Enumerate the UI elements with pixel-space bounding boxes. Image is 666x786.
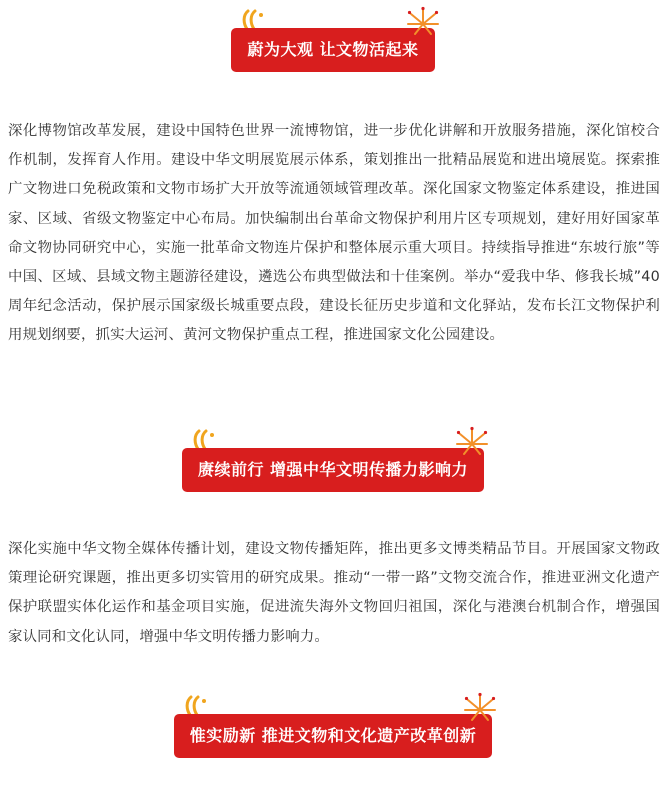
section-2-header bbox=[0, 448, 666, 492]
firework-icon bbox=[403, 6, 443, 42]
section-1-title: 蔚为大观 让文物活起来 bbox=[231, 28, 434, 72]
section-1-header bbox=[0, 28, 666, 72]
section-2-paragraph: 深化实施中华文物全媒体传播计划，建设文物传播矩阵，推出更多文博类精品节目。开展国家文物政策理论研究课题，推出更多切实管用的研究成果。推动“一带一路”文物交流合作，推进亚洲文化遗产保护联盟实体化运作和基金项目实施，促进流失海外文物回归祖国，深化与港澳台机制合作，增强国家认同和文化认同，增强中华文明传播力影响力。 bbox=[8, 541, 660, 645]
section-1-paragraph: 深化博物馆改革发展，建设中国特色世界一流博物馆，进一步优化讲解和开放服务措施，深化馆校合作机制，发挥育人作用。建设中华文明展览展示体系，策划推出一批精品展览和进出境展览。探索推广文物进口免税政策和文物市场扩大开放等流通领域管理改革。深化国家文物鉴定体系建设，推进国家、区域、省级文物鉴定中心布局。加快编制出台革命文物保护利用片区专项规划，建好用好国家革命文物协同研究中心，实施一批革命文物连片保护和整体展示重大项目。持续指导推进“东坡行旅”等中国、区域、县域文物主题游径建设，遴选公布典型做法和十佳案例。举办“爱我中华、修我长城”40周年纪念活动，保护展示国家级长城重要点段，建设长征历史步道和文化驿站，发布长江文物保护利用规划纲要，抓实大运河、黄河文物保护重点工程，推进国家文化公园建设。 bbox=[8, 123, 660, 344]
section-3-banner-wrap bbox=[174, 714, 493, 758]
section-2-banner-wrap bbox=[182, 448, 484, 492]
firework-icon bbox=[452, 426, 492, 462]
section-1-banner-wrap bbox=[231, 28, 434, 72]
firework-icon bbox=[460, 692, 500, 728]
section-3-title: 惟实励新 推进文物和文化遗产改革创新 bbox=[174, 714, 493, 758]
section-2-title: 赓续前行 增强中华文明传播力影响力 bbox=[182, 448, 484, 492]
section-3-header bbox=[0, 714, 666, 758]
